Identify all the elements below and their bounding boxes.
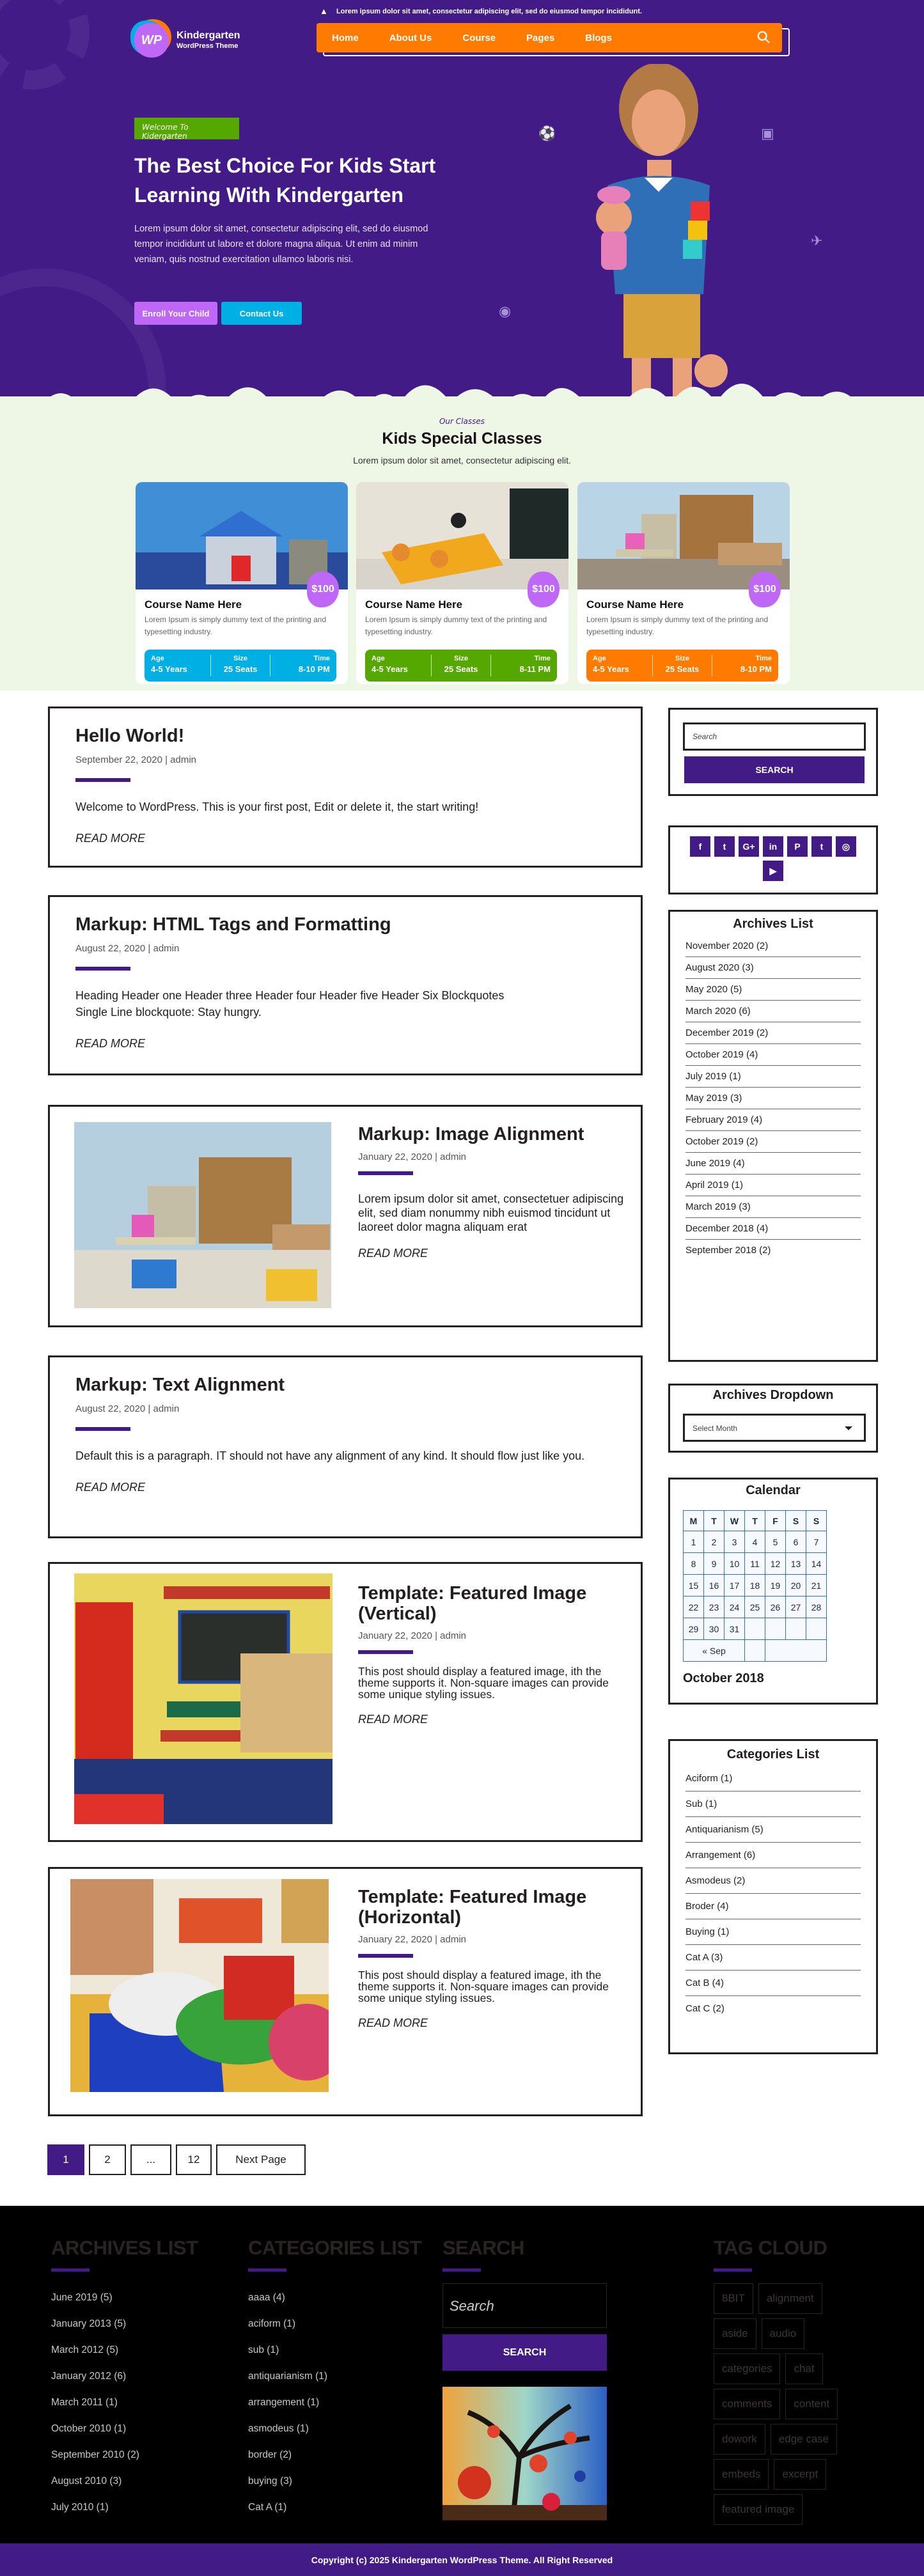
logo-subtitle: WordPress Theme [176, 42, 239, 50]
title-underline [442, 2268, 481, 2272]
megaphone-icon: ▲ [320, 6, 328, 16]
weekday: T [704, 1511, 724, 1531]
topbar [320, 5, 642, 18]
size-label: Size [454, 655, 469, 662]
footer-archive-item[interactable]: March 2012 (5) [51, 2345, 119, 2355]
footer-categories-title: CATEGORIES LIST [248, 2236, 421, 2259]
post-text [358, 1887, 633, 2030]
post-meta: January 22, 2020 | admin [358, 1151, 467, 1162]
category-item[interactable]: Broder (4) [685, 1894, 861, 1919]
title-underline [75, 778, 130, 782]
post-excerpt: This post should display a featured image, ith the theme supports it. Non-square images can provide some unique styling issues. [358, 1969, 609, 2004]
nav-item-blogs[interactable]: Blogs [585, 32, 612, 43]
gear-decoration [0, 0, 90, 90]
calendar-table [683, 1510, 827, 1662]
calendar-day: 11 [745, 1553, 765, 1575]
footer-archive-item[interactable]: July 2010 (1) [51, 2502, 109, 2513]
post-image [70, 1879, 329, 2092]
post-card [48, 895, 643, 1075]
categories-widget [668, 1739, 878, 2054]
classes-section [0, 396, 924, 691]
category-item[interactable]: Cat B (4) [685, 1971, 861, 1996]
calendar-day: 4 [745, 1531, 765, 1553]
footer-archives-title: ARCHIVES LIST [51, 2236, 198, 2259]
tag-link[interactable]: content [785, 2389, 838, 2419]
footer-archive-item[interactable]: January 2013 (5) [51, 2318, 127, 2329]
volleyball-icon: ⚽ [538, 125, 556, 141]
footer-categories [248, 2236, 421, 2528]
course-stats [586, 650, 778, 682]
archive-item[interactable]: March 2019 (3) [685, 1196, 861, 1218]
weekday: M [684, 1511, 704, 1531]
calendar-day: 13 [786, 1553, 806, 1575]
category-item[interactable]: Cat C (2) [685, 2003, 724, 2014]
post-image [74, 1122, 331, 1308]
tag-link[interactable]: edge case [771, 2424, 837, 2455]
archive-item[interactable]: June 2019 (4) [685, 1153, 861, 1175]
tag-link[interactable]: 8BIT [714, 2283, 753, 2314]
tag-link[interactable]: comments [714, 2389, 780, 2419]
calendar-day [806, 1618, 827, 1640]
title-underline [75, 1427, 130, 1431]
course-name: Course Name Here [145, 598, 242, 611]
course-name: Course Name Here [365, 598, 463, 611]
page-2-button[interactable]: 2 [89, 2144, 126, 2175]
calendar-day: 10 [724, 1553, 745, 1575]
archive-item[interactable]: May 2019 (3) [685, 1088, 861, 1109]
copyright-text: Copyright (c) 2025 Kindergarten WordPress Theme. All Right Reserved [311, 2554, 613, 2565]
next-page-button[interactable]: Next Page [216, 2144, 306, 2175]
size-value: 25 Seats [223, 664, 258, 674]
course-name: Course Name Here [586, 598, 684, 611]
social-widget [668, 825, 878, 894]
archives-dropdown-widget [668, 1384, 878, 1453]
calendar-day: 23 [704, 1596, 724, 1618]
nav-item-about-us[interactable]: About Us [389, 32, 432, 43]
category-item[interactable]: Aciform (1) [685, 1766, 861, 1791]
post-card [48, 1867, 643, 2116]
google-plus-icon[interactable]: G+ [739, 836, 759, 857]
post-meta: January 22, 2020 | admin [358, 1934, 467, 1945]
archive-item[interactable]: October 2019 (2) [685, 1131, 861, 1153]
calendar-day: 20 [786, 1575, 806, 1596]
footer-archive-item[interactable]: October 2010 (1) [51, 2423, 127, 2434]
main-nav [317, 23, 790, 58]
post-title[interactable]: Hello World! [75, 726, 185, 746]
footer-category-item[interactable]: Cat A (1) [248, 2502, 287, 2513]
category-item[interactable]: Cat A (3) [685, 1945, 861, 1971]
post-card [48, 1562, 643, 1842]
title-underline [358, 1954, 413, 1958]
sidebar-search-input[interactable]: Search [683, 722, 866, 751]
calendar-day: 26 [765, 1596, 786, 1618]
title-underline [75, 967, 130, 971]
tag-link[interactable]: categories [714, 2354, 780, 2384]
hero-lead: Lorem ipsum dolor sit amet, consectetur adipiscing elit, sed do eiusmod tempor incididunt ut labore et dolore magna aliqua. Ut enim ad minim veniam, quis nostrud exercitation ullamco laboris nisi. [134, 224, 428, 265]
linkedin-icon[interactable]: in [763, 836, 783, 857]
sidebar-search-button[interactable]: SEARCH [684, 756, 865, 783]
class-card[interactable] [356, 482, 568, 684]
time-label: Time [534, 655, 551, 662]
site-logo[interactable] [134, 23, 240, 58]
airplane-icon: ✈ [811, 233, 823, 249]
tag-list [714, 2283, 867, 2525]
time-value: 8-10 PM [740, 664, 772, 674]
footer-tree-painting-image [442, 2387, 607, 2520]
calendar-day [745, 1618, 765, 1640]
categories-list [685, 1766, 861, 2021]
calendar-day: 28 [806, 1596, 827, 1618]
classes-eyebrow: Our Classes [439, 417, 485, 426]
calendar-day: 15 [684, 1575, 704, 1596]
footer-category-item[interactable]: sub (1) [248, 2345, 279, 2355]
teacher-figure-image [563, 64, 748, 396]
time-label: Time [755, 655, 772, 662]
class-card[interactable] [577, 482, 790, 684]
post-title[interactable]: Markup: Text Alignment [75, 1375, 285, 1395]
price-badge: $100 [528, 572, 560, 607]
footer-search-title: SEARCH [442, 2236, 524, 2259]
weekday: S [786, 1511, 806, 1531]
caret-down-icon [845, 1426, 852, 1430]
category-item[interactable]: Buying (1) [685, 1919, 861, 1945]
palette-icon: ◉ [499, 303, 512, 319]
category-item[interactable]: Asmodeus (2) [685, 1868, 861, 1894]
calendar-day: 19 [765, 1575, 786, 1596]
course-stats [365, 650, 557, 682]
calendar-next-empty [765, 1640, 827, 1662]
post-image [74, 1573, 333, 1824]
calendar-day: 21 [806, 1575, 827, 1596]
calendar-day: 6 [786, 1531, 806, 1553]
size-label: Size [675, 655, 690, 662]
month-select-value: Select Month [693, 1424, 738, 1433]
archive-item[interactable]: October 2019 (4) [685, 1044, 861, 1066]
class-card[interactable] [136, 482, 348, 684]
post-title[interactable]: Template: Featured Image (Horizontal) [358, 1887, 587, 1928]
hero-section [0, 0, 924, 409]
course-desc: Lorem Ipsum is simply dummy text of the printing and typesetting industry. [365, 615, 547, 636]
calendar-day: 31 [724, 1618, 745, 1640]
calendar-day: 22 [684, 1596, 704, 1618]
footer-category-item[interactable]: arrangement (1) [248, 2397, 320, 2408]
pinterest-icon[interactable]: P [787, 836, 808, 857]
calendar-widget [668, 1478, 878, 1705]
read-more-link[interactable]: READ MORE [358, 1247, 428, 1260]
title-underline [51, 2268, 90, 2272]
course-desc: Lorem Ipsum is simply dummy text of the printing and typesetting industry. [586, 615, 769, 636]
title-underline [248, 2268, 286, 2272]
time-value: 8-11 PM [519, 664, 551, 674]
calendar-day: 27 [786, 1596, 806, 1618]
youtube-icon[interactable]: ▶ [763, 861, 783, 881]
weekday: W [724, 1511, 745, 1531]
calendar-title: Calendar [746, 1483, 801, 1497]
price-badge: $100 [749, 572, 781, 607]
footer-search-input[interactable]: Search [442, 2283, 607, 2328]
footer-archive-item[interactable]: January 2012 (6) [51, 2371, 127, 2382]
categories-title: Categories List [726, 1747, 820, 1761]
footer-search-button[interactable]: SEARCH [442, 2334, 607, 2371]
calendar-day: 14 [806, 1553, 827, 1575]
archives-list [685, 935, 861, 1261]
calendar-day: 25 [745, 1596, 765, 1618]
archive-item[interactable]: February 2019 (4) [685, 1109, 861, 1131]
tag-link[interactable]: audio [762, 2318, 805, 2349]
footer-archives [51, 2236, 198, 2528]
post-excerpt: Welcome to WordPress. This is your first post, Edit or delete it, the start writing! [75, 800, 479, 813]
calendar-day: 8 [684, 1553, 704, 1575]
post-meta: January 22, 2020 | admin [358, 1630, 467, 1641]
time-label: Time [313, 655, 331, 662]
post-card [48, 1105, 643, 1327]
title-underline [714, 2268, 752, 2272]
weekday: F [765, 1511, 786, 1531]
topbar-text: Lorem ipsum dolor sit amet, consectetur adipiscing elit, sed do eiusmod tempor incididunt. [336, 8, 642, 15]
calendar-pad [745, 1640, 765, 1662]
age-label: Age [372, 655, 385, 662]
age-label: Age [151, 655, 164, 662]
nav-bar [317, 23, 782, 52]
month-select[interactable] [683, 1414, 866, 1442]
social-icons [670, 836, 876, 881]
post-excerpt: Lorem ipsum dolor sit amet, consectetuer adipiscing elit, sed diam nonummy nibh euismod tincidunt ut laoreet dolor magna aliquam erat [358, 1192, 624, 1233]
tag-link[interactable]: chat [785, 2354, 822, 2384]
calendar-day: 18 [745, 1575, 765, 1596]
calendar-day: 1 [684, 1531, 704, 1553]
footer-search [442, 2236, 607, 2524]
archive-item[interactable]: July 2019 (1) [685, 1066, 861, 1088]
logo-title: Kindergarten [176, 30, 240, 41]
read-more-link[interactable]: READ MORE [358, 1713, 428, 1726]
price-badge: $100 [307, 572, 339, 607]
age-value: 4-5 Years [151, 664, 187, 674]
footer-tags-title: TAG CLOUD [714, 2236, 827, 2259]
calendar-day: 3 [724, 1531, 745, 1553]
post-meta: August 22, 2020 | admin [75, 943, 180, 954]
calendar-day: 12 [765, 1553, 786, 1575]
post-text [358, 1583, 633, 1726]
footer-tag-cloud [714, 2236, 867, 2525]
footer-archive-item[interactable]: June 2019 (5) [51, 2292, 113, 2303]
post-excerpt: This post should display a featured image, ith the theme supports it. Non-square images can provide some unique styling issues. [358, 1665, 609, 1701]
post-card [48, 706, 643, 868]
post-card [48, 1355, 643, 1538]
facebook-icon[interactable]: f [690, 836, 710, 857]
calendar-day: 30 [704, 1618, 724, 1640]
archives-title: Archives List [733, 917, 813, 931]
instagram-icon[interactable]: ◎ [836, 836, 856, 857]
archive-item[interactable]: December 2019 (2) [685, 1022, 861, 1044]
read-more-link[interactable]: READ MORE [75, 1481, 146, 1494]
title-underline [358, 1171, 413, 1175]
category-item[interactable]: Sub (1) [685, 1791, 861, 1817]
size-label: Size [233, 655, 248, 662]
contact-button[interactable]: Contact Us [221, 302, 302, 325]
nav-item-course[interactable]: Course [462, 32, 496, 43]
calendar-day: 16 [704, 1575, 724, 1596]
calendar-day: 29 [684, 1618, 704, 1640]
search-widget [668, 708, 878, 796]
post-title[interactable]: Markup: HTML Tags and Formatting [75, 914, 391, 935]
calendar-day: 9 [704, 1553, 724, 1575]
calendar-day: 2 [704, 1531, 724, 1553]
footer-archive-item[interactable]: August 2010 (3) [51, 2476, 122, 2486]
post-text [358, 1123, 633, 1260]
footer-category-item[interactable]: antiquarianism (1) [248, 2371, 328, 2382]
calendar-day: 5 [765, 1531, 786, 1553]
enroll-button[interactable]: Enroll Your Child [134, 302, 217, 325]
category-item[interactable]: Arrangement (6) [685, 1843, 861, 1868]
archive-item[interactable]: December 2018 (4) [685, 1218, 861, 1240]
copyright-bar [0, 2543, 924, 2576]
calendar-day: 24 [724, 1596, 745, 1618]
archive-item[interactable]: September 2018 (2) [685, 1245, 771, 1256]
pagination [47, 2144, 306, 2175]
calendar-caption: October 2018 [683, 1671, 764, 1685]
footer-category-item[interactable]: aciform (1) [248, 2318, 296, 2329]
tag-link[interactable]: alignment [758, 2283, 822, 2314]
nav-item-home[interactable]: Home [332, 32, 359, 43]
archive-item[interactable]: November 2020 (2) [685, 935, 861, 957]
read-more-link[interactable]: READ MORE [75, 1037, 146, 1050]
cube-icon: ▣ [761, 125, 774, 141]
archive-item[interactable]: May 2020 (5) [685, 979, 861, 1001]
tag-link[interactable]: featured image [714, 2494, 803, 2525]
footer-archive-item[interactable]: September 2010 (2) [51, 2449, 139, 2460]
classes-subtitle: Lorem ipsum dolor sit amet, consectetur adipiscing elit. [353, 455, 571, 465]
calendar-day [786, 1618, 806, 1640]
size-value: 25 Seats [665, 664, 700, 674]
archives-widget [668, 910, 878, 1362]
calendar-day: 17 [724, 1575, 745, 1596]
time-value: 8-10 PM [298, 664, 331, 674]
post-excerpt: Heading Header one Header three Header four Header five Header Six Blockquotes Single Line blockquote: Stay hungry. [75, 989, 505, 1019]
footer-category-item[interactable]: border (2) [248, 2449, 292, 2460]
post-excerpt: Default this is a paragraph. IT should not have any alignment of any kind. It should flow just like you. [75, 1449, 585, 1462]
post-meta: September 22, 2020 | admin [75, 754, 197, 765]
nav-item-pages[interactable]: Pages [526, 32, 555, 43]
age-value: 4-5 Years [372, 664, 408, 674]
read-more-link[interactable]: READ MORE [75, 832, 146, 845]
tumblr-icon[interactable]: t [811, 836, 832, 857]
classes-title: Kids Special Classes [382, 430, 542, 448]
calendar-day [765, 1618, 786, 1640]
archives-dropdown-title: Archives Dropdown [712, 1388, 834, 1402]
post-title[interactable]: Template: Featured Image (Vertical) [358, 1583, 587, 1624]
age-value: 4-5 Years [593, 664, 629, 674]
logo-mark: WP [134, 23, 169, 58]
post-title[interactable]: Markup: Image Alignment [358, 1124, 584, 1144]
footer-category-item[interactable]: aaaa (4) [248, 2292, 285, 2303]
hero-title: The Best Choice For Kids Start Learning With Kindergarten [134, 154, 436, 207]
category-item[interactable]: Antiquarianism (5) [685, 1817, 861, 1843]
title-underline [358, 1650, 413, 1654]
tag-link[interactable]: aside [714, 2318, 756, 2349]
page-1-button[interactable]: 1 [47, 2144, 84, 2175]
age-label: Age [593, 655, 606, 662]
weekday: S [806, 1511, 827, 1531]
calendar-day: 7 [806, 1531, 827, 1553]
footer-category-item[interactable]: asmodeus (1) [248, 2423, 309, 2434]
page-12-button[interactable]: 12 [176, 2144, 212, 2175]
twitter-icon[interactable]: t [714, 836, 735, 857]
tag-link[interactable]: excerpt [774, 2459, 826, 2490]
calendar-prev-link[interactable]: « Sep [684, 1640, 745, 1662]
archive-item[interactable]: April 2019 (1) [685, 1175, 861, 1196]
weekday: T [745, 1511, 765, 1531]
archive-item[interactable]: August 2020 (3) [685, 957, 861, 979]
tag-link[interactable]: embeds [714, 2459, 769, 2490]
post-meta: August 22, 2020 | admin [75, 1403, 180, 1414]
course-stats [145, 650, 336, 682]
search-icon[interactable] [756, 30, 771, 44]
footer-category-item[interactable]: buying (3) [248, 2476, 292, 2486]
read-more-link[interactable]: READ MORE [358, 2017, 428, 2029]
footer [0, 2206, 924, 2543]
size-value: 25 Seats [444, 664, 478, 674]
tag-link[interactable]: dowork [714, 2424, 765, 2455]
page-ellipsis: ... [130, 2144, 171, 2175]
archive-item[interactable]: March 2020 (6) [685, 1001, 861, 1022]
welcome-badge: Welcome To Kidergarten [134, 118, 239, 139]
course-desc: Lorem Ipsum is simply dummy text of the printing and typesetting industry. [145, 615, 327, 636]
footer-archive-item[interactable]: March 2011 (1) [51, 2397, 118, 2408]
